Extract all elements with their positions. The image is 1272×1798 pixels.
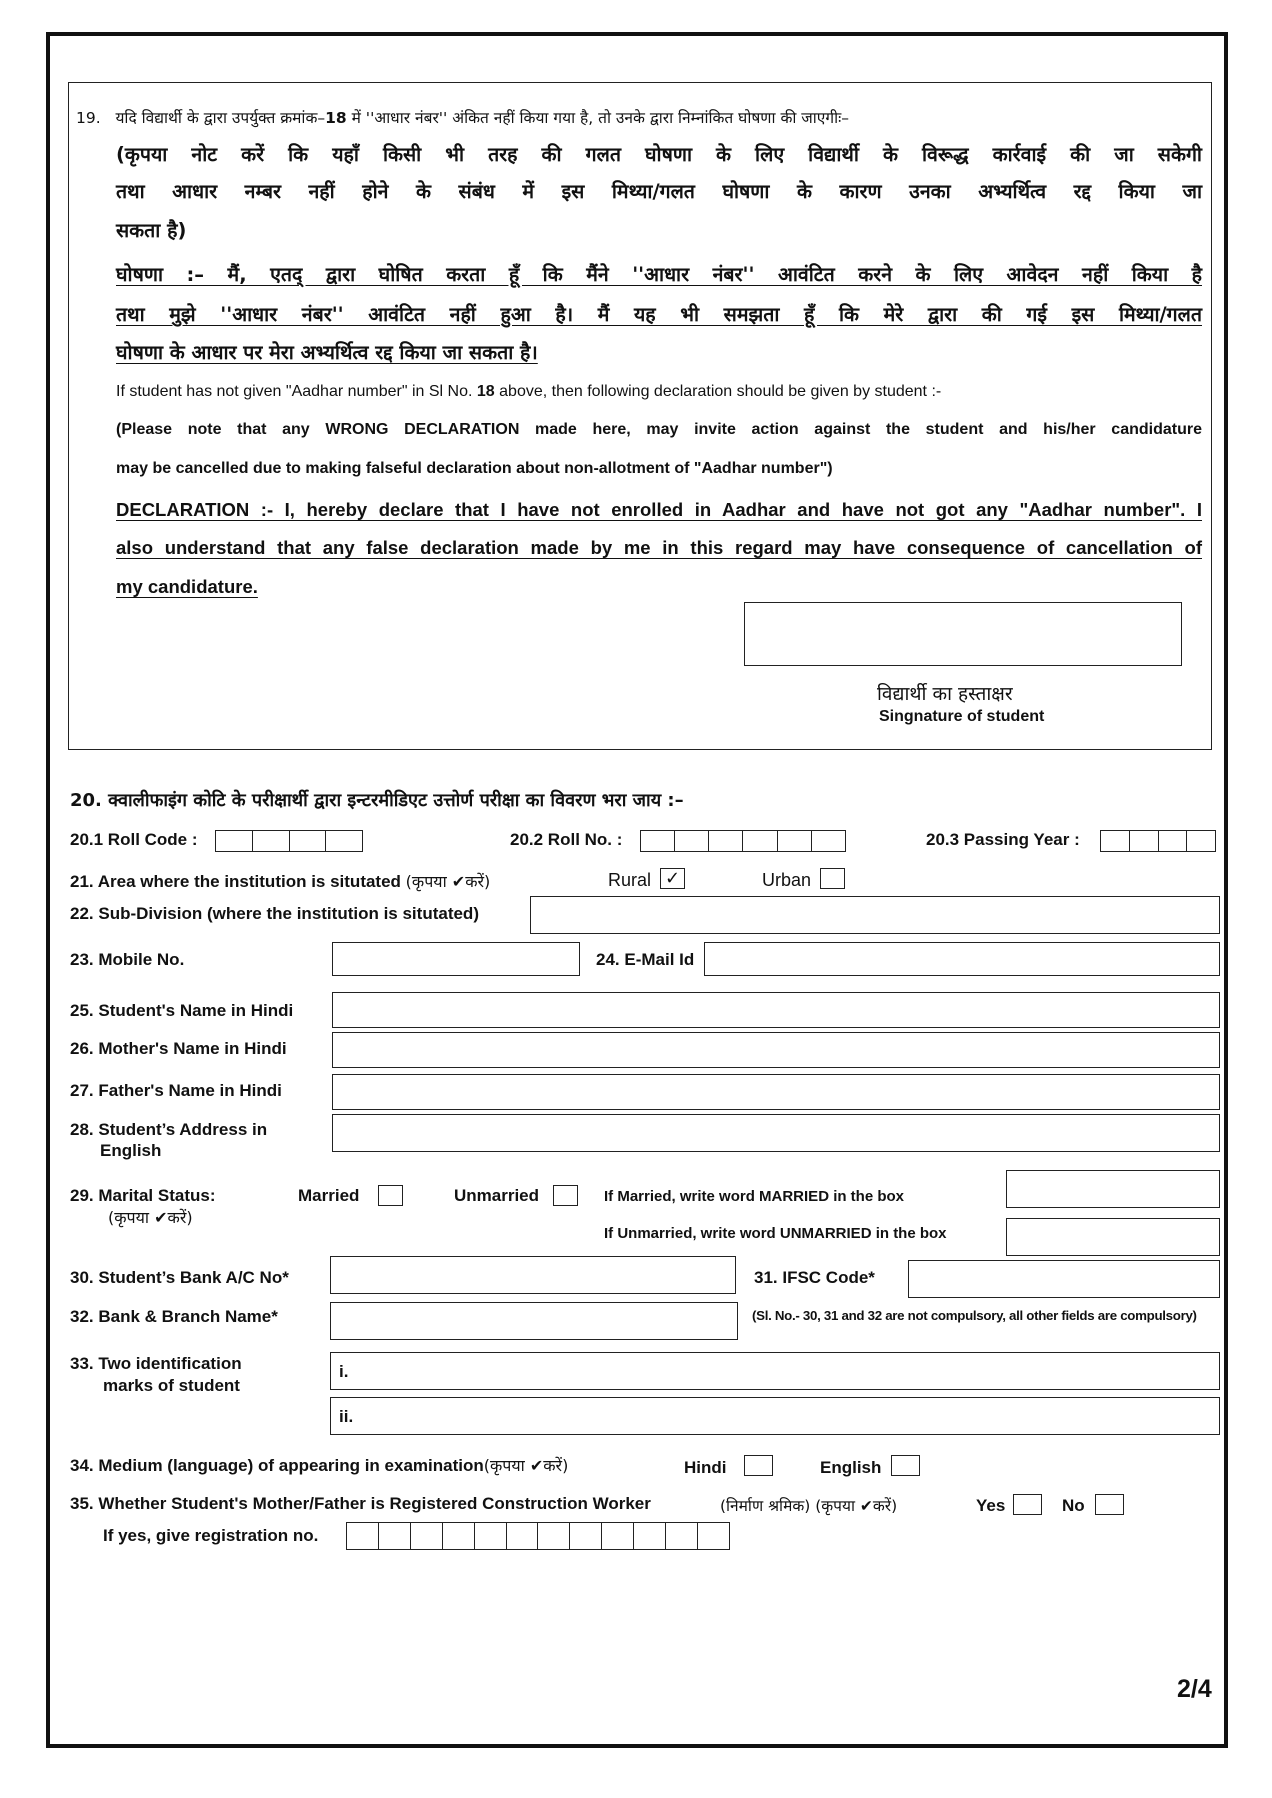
mobile-input[interactable] [332, 942, 580, 976]
s19-hindi-declaration-line3: घोषणा के आधार पर मेरा अभ्यर्थित्व रद्द किया जा सकता है। [116, 341, 538, 364]
sub-division-input[interactable] [530, 896, 1220, 934]
s19-english-note-line1: (Please note that any WRONG DECLARATION made here, may invite action against the student and his/her candidature [116, 421, 1202, 438]
ifsc-input[interactable] [908, 1260, 1220, 1298]
email-label: 24. E-Mail Id [596, 950, 695, 969]
student-signature-field[interactable] [744, 602, 1182, 666]
roll-code-input[interactable] [215, 830, 363, 852]
identification-label-line2: marks of student [103, 1376, 240, 1395]
registration-no-label: If yes, give registration no. [103, 1526, 319, 1545]
hindi-medium-label: Hindi [684, 1458, 727, 1477]
mobile-label: 23. Mobile No. [70, 950, 185, 969]
no-label: No [1062, 1496, 1085, 1515]
father-name-hindi-input[interactable] [332, 1074, 1220, 1110]
unmarried-label: Unmarried [454, 1186, 540, 1205]
s19-english-declaration-line3: my candidature. [116, 576, 258, 597]
rural-checkbox[interactable]: ✓ [660, 868, 685, 889]
address-input[interactable] [332, 1114, 1220, 1152]
rural-label: Rural [608, 870, 652, 890]
mother-name-hindi-label: 26. Mother's Name in Hindi [70, 1039, 287, 1058]
bank-account-label: 30. Student’s Bank A/C No* [70, 1268, 289, 1287]
roll-code-label: 20.1 Roll Code : [70, 830, 198, 849]
married-label: Married [298, 1186, 360, 1205]
roll-no-label: 20.2 Roll No. : [510, 830, 623, 849]
passing-year-label: 20.3 Passing Year : [926, 830, 1080, 849]
urban-label: Urban [762, 870, 812, 890]
bank-branch-label: 32. Bank & Branch Name* [70, 1307, 278, 1326]
s19-hindi-declaration-line2: तथा मुझे ''आधार नंबर'' आवंटित नहीं हुआ है। मैं यह भी समझता हूँ कि मेरे द्वारा की गई इस मिथ्या/गलत [116, 303, 1202, 326]
identification-label-line1: 33. Two identification [70, 1354, 242, 1373]
construction-worker-label: 35. Whether Student's Mother/Father is Registered Construction Worker [70, 1494, 651, 1513]
marital-status-label: 29. Marital Status: [70, 1186, 216, 1205]
s20-heading: 20. क्वालीफाइंग कोटि के परीक्षार्थी द्वारा इन्टरमीडिएट उत्तोर्ण परीक्षा का विवरण भरा जाय :– [70, 790, 684, 811]
construction-worker-hint: (निर्माण श्रमिक) (कृपया ✔करें) [720, 1497, 898, 1515]
s19-hindi-note-line1: (कृपया नोट करें कि यहाँ किसी भी तरह की गलत घोषणा के लिए विद्यार्थी के विरूद्ध कार्रवाई की जा सकेगी [116, 143, 1202, 166]
identification-mark-2-input[interactable] [330, 1397, 1220, 1435]
address-label-line1: 28. Student’s Address in [70, 1120, 268, 1139]
address-label-line2: English [100, 1141, 162, 1160]
no-checkbox[interactable] [1095, 1494, 1124, 1515]
s19-english-note-line2: may be cancelled due to making falseful declaration about non-allotment of "Aadhar number") [116, 460, 833, 477]
father-name-hindi-label: 27. Father's Name in Hindi [70, 1081, 282, 1100]
bank-account-input[interactable] [330, 1256, 736, 1294]
english-medium-label: English [820, 1458, 882, 1477]
english-medium-checkbox[interactable] [891, 1455, 920, 1476]
unmarried-checkbox[interactable] [553, 1185, 578, 1206]
bank-branch-input[interactable] [330, 1302, 738, 1340]
hindi-medium-checkbox[interactable] [744, 1455, 773, 1476]
area-label: 21. Area where the institution is situtated (कृपया ✔करें) [70, 872, 491, 891]
identification-mark-1-prefix: i. [339, 1362, 349, 1381]
medium-label: 34. Medium (language) of appearing in examination(कृपया ✔करें) [70, 1456, 569, 1475]
signature-label-english: Singnature of student [879, 708, 1045, 725]
s19-english-declaration-line2: also understand that any false declaration made by me in this regard may have consequence of cancellation of [116, 537, 1202, 558]
signature-label-hindi: विद्यार्थी का हस्ताक्षर [877, 683, 1013, 705]
student-name-hindi-label: 25. Student's Name in Hindi [70, 1001, 294, 1020]
urban-checkbox[interactable] [820, 868, 845, 889]
page-number: 2/4 [1177, 1675, 1212, 1703]
mother-name-hindi-input[interactable] [332, 1032, 1220, 1068]
roll-no-input[interactable] [640, 830, 846, 852]
sub-division-label: 22. Sub-Division (where the institution is situtated) [70, 904, 479, 923]
s19-hindi-note-line3: सकता है) [116, 219, 187, 242]
passing-year-input[interactable] [1100, 830, 1216, 852]
marital-status-hint: (कृपया ✔करें) [108, 1208, 193, 1227]
s19-english-intro: If student has not given "Aadhar number" in Sl No. 18 above, then following declaration should be given by student :- [116, 383, 942, 400]
identification-mark-1-input[interactable] [330, 1352, 1220, 1390]
s19-hindi-declaration-line1: घोषणा :– मैं, एतद् द्वारा घोषित करता हूँ कि मैंने ''आधार नंबर'' आवंटित करने के लिए आवेदन नहीं किया है [116, 263, 1202, 286]
yes-label: Yes [976, 1496, 1006, 1515]
student-name-hindi-input[interactable] [332, 992, 1220, 1028]
s19-hindi-note-line2: तथा आधार नम्बर नहीं होने के संबंध में इस मिथ्या/गलत घोषणा के कारण उनका अभ्यर्थित्व रद्द किया जा [116, 180, 1202, 203]
unmarried-word-input[interactable] [1006, 1218, 1220, 1256]
s19-english-declaration-line1: DECLARATION :- I, hereby declare that I have not enrolled in Aadhar and have not got any "Aadhar number". I [116, 499, 1202, 520]
email-input[interactable] [704, 942, 1220, 976]
married-word-input[interactable] [1006, 1170, 1220, 1208]
unmarried-note: If Unmarried, write word UNMARRIED in the box [604, 1225, 947, 1242]
compulsory-note: (Sl. No.- 30, 31 and 32 are not compulsory, all other fields are compulsory) [752, 1308, 1197, 1323]
married-checkbox[interactable] [378, 1185, 403, 1206]
s19-hindi-intro: 19. यदि विद्यार्थी के द्वारा उपर्युक्त क्रमांक–18 में ''आधार नंबर'' अंकित नहीं किया गया है, तो उनके द्वारा निम्नांकित घोषणा की जाएगीः– [76, 109, 850, 127]
identification-mark-2-prefix: ii. [339, 1407, 354, 1426]
registration-no-input[interactable] [346, 1522, 730, 1550]
ifsc-label: 31. IFSC Code* [754, 1268, 875, 1287]
married-note: If Married, write word MARRIED in the box [604, 1188, 905, 1205]
yes-checkbox[interactable] [1013, 1494, 1042, 1515]
